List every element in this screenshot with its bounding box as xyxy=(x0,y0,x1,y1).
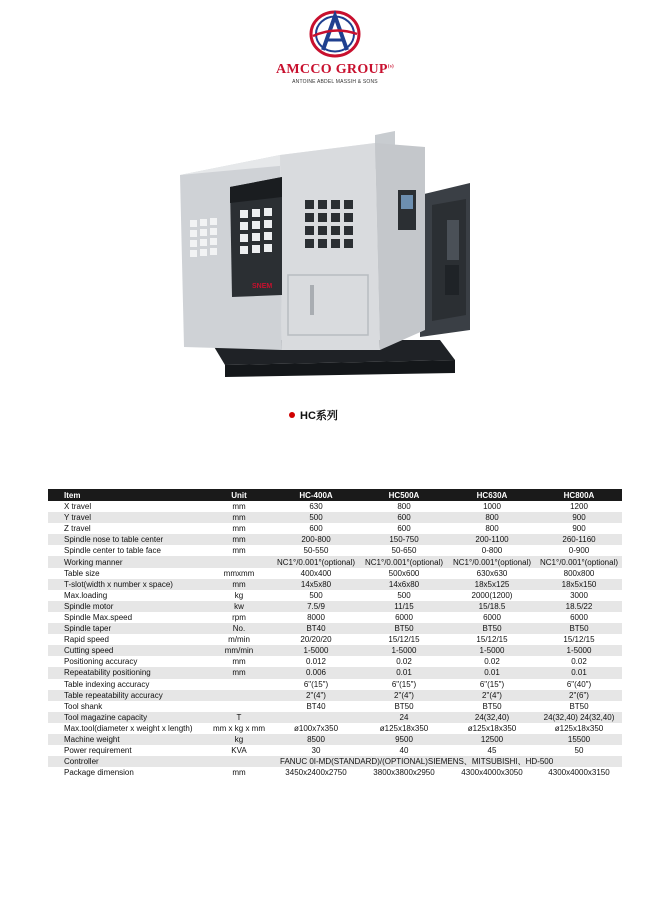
table-row xyxy=(48,734,622,745)
spec-value-cell: 6"(15") xyxy=(448,679,536,690)
spec-value-cell: 800 xyxy=(448,512,536,523)
table-row xyxy=(48,601,622,612)
table-body xyxy=(48,501,622,778)
spec-value-cell: BT40 xyxy=(272,623,360,634)
spec-value-cell: 50 xyxy=(536,745,622,756)
column-header-unit: Unit xyxy=(206,489,272,501)
spec-value-cell: 0-800 xyxy=(448,545,536,556)
column-header-hc800a: HC800A xyxy=(536,489,622,501)
spec-value-cell: BT50 xyxy=(448,623,536,634)
spec-value-cell: BT50 xyxy=(448,701,536,712)
spec-value-cell: 500x600 xyxy=(360,568,448,579)
table-row xyxy=(48,656,622,667)
spec-value-cell: ø125x18x350 xyxy=(536,723,622,734)
spec-value-cell: NC1°/0.001°(optional) xyxy=(536,556,622,567)
table-row xyxy=(48,701,622,712)
spec-value-cell: 800 xyxy=(360,501,448,512)
spec-item-cell: Spindle center to table face xyxy=(48,545,206,556)
spec-unit-cell xyxy=(206,679,272,690)
controller-value-cell: FANUC 0I-MD(STANDARD)/(OPTIONAL)SIEMENS、MITSUBISHI、HD-500 xyxy=(272,756,622,767)
spec-value-cell: 1-5000 xyxy=(360,645,448,656)
spec-unit-cell: mm xyxy=(206,767,272,778)
spec-unit-cell xyxy=(206,556,272,567)
spec-unit-cell: kg xyxy=(206,590,272,601)
bullet-dot-icon xyxy=(289,412,295,418)
spec-unit-cell xyxy=(206,701,272,712)
spec-value-cell: 18.5/22 xyxy=(536,601,622,612)
spec-value-cell: ø100x7x350 xyxy=(272,723,360,734)
table-row xyxy=(48,501,622,512)
spec-value-cell: NC1°/0.001°(optional) xyxy=(360,556,448,567)
spec-unit-cell: kw xyxy=(206,601,272,612)
table-row xyxy=(48,723,622,734)
spec-value-cell: 18x5x150 xyxy=(536,579,622,590)
spec-value-cell: 9500 xyxy=(360,734,448,745)
spec-value-cell: 50-550 xyxy=(272,545,360,556)
spec-item-cell: Power requirement xyxy=(48,745,206,756)
table-row xyxy=(48,623,622,634)
spec-value-cell: 630 xyxy=(272,501,360,512)
spec-value-cell: 6000 xyxy=(448,612,536,623)
spec-value-cell: BT50 xyxy=(536,623,622,634)
spec-value-cell: BT50 xyxy=(360,701,448,712)
spec-value-cell: 0.02 xyxy=(360,656,448,667)
spec-value-cell: 24(32,40) xyxy=(448,712,536,723)
column-header-hc500a: HC500A xyxy=(360,489,448,501)
spec-value-cell: 260-1160 xyxy=(536,534,622,545)
spec-item-cell: Spindle nose to table center xyxy=(48,534,206,545)
table-header-row xyxy=(48,489,622,501)
spec-unit-cell: mm xyxy=(206,501,272,512)
spec-value-cell: 200-1100 xyxy=(448,534,536,545)
spec-value-cell: 12500 xyxy=(448,734,536,745)
spec-value-cell: 0.02 xyxy=(448,656,536,667)
spec-value-cell: ø125x18x350 xyxy=(448,723,536,734)
spec-value-cell: 0.006 xyxy=(272,667,360,678)
table-row xyxy=(48,534,622,545)
spec-unit-cell xyxy=(206,756,272,767)
spec-value-cell: 0.01 xyxy=(448,667,536,678)
table-row xyxy=(48,767,622,778)
spec-value-cell: 2000(1200) xyxy=(448,590,536,601)
spec-item-cell: Package dimension xyxy=(48,767,206,778)
spec-value-cell: 6"(15") xyxy=(360,679,448,690)
spec-value-cell: 1000 xyxy=(448,501,536,512)
spec-value-cell: 6000 xyxy=(360,612,448,623)
spec-unit-cell: mm/min xyxy=(206,645,272,656)
spec-item-cell: Spindle Max.speed xyxy=(48,612,206,623)
spec-unit-cell: mm xyxy=(206,667,272,678)
spec-item-cell: T-slot(width x number x space) xyxy=(48,579,206,590)
spec-value-cell: 40 xyxy=(360,745,448,756)
spec-value-cell: 1-5000 xyxy=(536,645,622,656)
spec-unit-cell: KVA xyxy=(206,745,272,756)
spec-item-cell: Max.loading xyxy=(48,590,206,601)
spec-value-cell: 24 xyxy=(360,712,448,723)
table-row xyxy=(48,634,622,645)
table-row xyxy=(48,667,622,678)
spec-value-cell: 0.012 xyxy=(272,656,360,667)
spec-value-cell: 2"(6") xyxy=(536,690,622,701)
column-header-hc630a: HC630A xyxy=(448,489,536,501)
spec-value-cell: 14x5x80 xyxy=(272,579,360,590)
machining-center-illustration xyxy=(170,125,505,380)
spec-value-cell: 500 xyxy=(360,590,448,601)
spec-value-cell: 15/12/15 xyxy=(536,634,622,645)
spec-unit-cell: mm xyxy=(206,579,272,590)
spec-unit-cell: kg xyxy=(206,734,272,745)
spec-item-cell: Table indexing accuracy xyxy=(48,679,206,690)
table-row xyxy=(48,545,622,556)
spec-value-cell: 15500 xyxy=(536,734,622,745)
spec-value-cell: ø125x18x350 xyxy=(360,723,448,734)
spec-value-cell xyxy=(272,712,360,723)
spec-value-cell: 3450x2400x2750 xyxy=(272,767,360,778)
spec-value-cell: 150-750 xyxy=(360,534,448,545)
spec-value-cell: 0.01 xyxy=(536,667,622,678)
spec-value-cell: 3800x3800x2950 xyxy=(360,767,448,778)
spec-value-cell: BT50 xyxy=(360,623,448,634)
spec-value-cell: 500 xyxy=(272,590,360,601)
table-row xyxy=(48,612,622,623)
table-row xyxy=(48,712,622,723)
spec-value-cell: 30 xyxy=(272,745,360,756)
table-row xyxy=(48,679,622,690)
spec-unit-cell: mm x kg x mm xyxy=(206,723,272,734)
spec-item-cell: Rapid speed xyxy=(48,634,206,645)
spec-value-cell: 4300x4000x3150 xyxy=(536,767,622,778)
table-row xyxy=(48,645,622,656)
spec-value-cell: 800x800 xyxy=(536,568,622,579)
table-row xyxy=(48,590,622,601)
product-series-caption xyxy=(289,407,338,423)
spec-value-cell: 3000 xyxy=(536,590,622,601)
spec-value-cell: 50-650 xyxy=(360,545,448,556)
spec-value-cell: 7.5/9 xyxy=(272,601,360,612)
spec-unit-cell: No. xyxy=(206,623,272,634)
spec-value-cell: 200-800 xyxy=(272,534,360,545)
specification-table xyxy=(48,489,622,778)
spec-value-cell: 6"(40") xyxy=(536,679,622,690)
spec-unit-cell: mm xyxy=(206,534,272,545)
spec-value-cell: 2"(4") xyxy=(272,690,360,701)
spec-value-cell: 800 xyxy=(448,523,536,534)
spec-value-cell: 20/20/20 xyxy=(272,634,360,645)
spec-value-cell: 0.01 xyxy=(360,667,448,678)
spec-value-cell: 11/15 xyxy=(360,601,448,612)
spec-value-cell: 18x5x125 xyxy=(448,579,536,590)
spec-item-cell: Machine weight xyxy=(48,734,206,745)
spec-value-cell: 15/18.5 xyxy=(448,601,536,612)
table-row xyxy=(48,568,622,579)
spec-item-cell: Cutting speed xyxy=(48,645,206,656)
spec-item-cell: Spindle motor xyxy=(48,601,206,612)
spec-value-cell: 1-5000 xyxy=(272,645,360,656)
table-row-controller xyxy=(48,756,622,767)
spec-value-cell: 600 xyxy=(360,512,448,523)
column-header-item: Item xyxy=(48,489,206,501)
table-row xyxy=(48,556,622,567)
logo-emblem-icon xyxy=(307,8,363,60)
spec-item-cell: Y travel xyxy=(48,512,206,523)
table-row xyxy=(48,690,622,701)
spec-item-cell: Tool magazine capacity xyxy=(48,712,206,723)
table-row xyxy=(48,512,622,523)
table-row xyxy=(48,579,622,590)
spec-item-cell: Table size xyxy=(48,568,206,579)
spec-value-cell: 0-900 xyxy=(536,545,622,556)
spec-value-cell: 4300x4000x3050 xyxy=(448,767,536,778)
spec-value-cell: 630x630 xyxy=(448,568,536,579)
spec-value-cell: 24(32,40) 24(32,40) xyxy=(536,712,622,723)
spec-unit-cell: mm xyxy=(206,545,272,556)
spec-value-cell: 2"(4") xyxy=(360,690,448,701)
spec-value-cell: BT50 xyxy=(536,701,622,712)
spec-unit-cell: T xyxy=(206,712,272,723)
spec-item-cell: Z travel xyxy=(48,523,206,534)
spec-unit-cell: rpm xyxy=(206,612,272,623)
spec-value-cell: NC1°/0.001°(optional) xyxy=(272,556,360,567)
spec-value-cell: 8000 xyxy=(272,612,360,623)
spec-unit-cell: mmxmm xyxy=(206,568,272,579)
spec-value-cell: 0.02 xyxy=(536,656,622,667)
spec-item-cell: Table repeatability accuracy xyxy=(48,690,206,701)
spec-unit-cell: mm xyxy=(206,523,272,534)
spec-value-cell: 900 xyxy=(536,523,622,534)
spec-item-cell: Tool shank xyxy=(48,701,206,712)
spec-unit-cell: mm xyxy=(206,512,272,523)
spec-value-cell: 14x6x80 xyxy=(360,579,448,590)
spec-value-cell: 6000 xyxy=(536,612,622,623)
spec-value-cell: 400x400 xyxy=(272,568,360,579)
spec-value-cell: 600 xyxy=(272,523,360,534)
spec-value-cell: 45 xyxy=(448,745,536,756)
logo-subtitle: ANTOINE ABDEL MASSIH & SONS xyxy=(292,79,378,85)
spec-value-cell: 15/12/15 xyxy=(448,634,536,645)
column-header-hc400a: HC-400A xyxy=(272,489,360,501)
spec-value-cell: 6"(15") xyxy=(272,679,360,690)
table-row xyxy=(48,745,622,756)
spec-value-cell: 15/12/15 xyxy=(360,634,448,645)
spec-item-cell: Working manner xyxy=(48,556,206,567)
spec-value-cell: NC1°/0.001°(optional) xyxy=(448,556,536,567)
spec-item-cell: Spindle taper xyxy=(48,623,206,634)
spec-value-cell: 2"(4") xyxy=(448,690,536,701)
spec-value-cell: 8500 xyxy=(272,734,360,745)
spec-value-cell: 900 xyxy=(536,512,622,523)
spec-item-cell: X travel xyxy=(48,501,206,512)
spec-item-cell: Controller xyxy=(48,756,206,767)
series-title: HC系列 xyxy=(300,410,338,422)
machine-brand-badge: SNEM xyxy=(252,283,273,290)
logo-brand-name: AMCCO GROUP$^{(s)}$ xyxy=(276,62,394,77)
spec-item-cell: Repeatability positioning xyxy=(48,667,206,678)
spec-value-cell: 500 xyxy=(272,512,360,523)
company-logo xyxy=(270,8,400,90)
spec-value-cell: 600 xyxy=(360,523,448,534)
table-row xyxy=(48,523,622,534)
spec-value-cell: 1200 xyxy=(536,501,622,512)
spec-value-cell: 1-5000 xyxy=(448,645,536,656)
spec-item-cell: Positioning accuracy xyxy=(48,656,206,667)
spec-value-cell: BT40 xyxy=(272,701,360,712)
spec-unit-cell: mm xyxy=(206,656,272,667)
spec-item-cell: Max.tool(diameter x weight x length) xyxy=(48,723,206,734)
spec-unit-cell: m/min xyxy=(206,634,272,645)
spec-unit-cell xyxy=(206,690,272,701)
